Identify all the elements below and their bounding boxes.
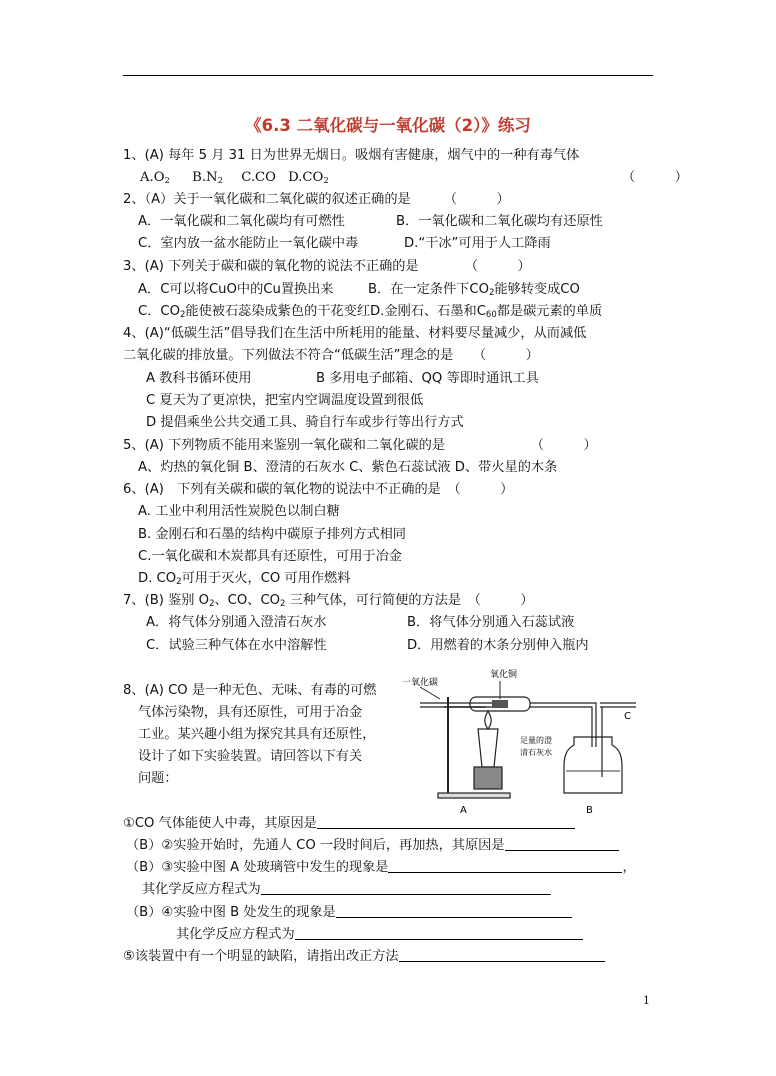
q4-stem-2: 二氧化碳的排放量。下列做法不符合“低碳生活”理念的是 （ ） — [123, 348, 539, 363]
label-co: 一氧化碳 — [402, 678, 439, 688]
page-number: 1 — [643, 994, 650, 1007]
bottle-b — [564, 737, 622, 793]
stand-base — [438, 793, 510, 798]
q8-sub-3b: 其化学反应方程式为 — [142, 881, 551, 899]
copper-oxide — [492, 700, 508, 708]
q4-stem-1: 4、(A)“低碳生活”倡导我们在生活中所耗用的能量、材料要尽量减少，从而减低 — [123, 326, 587, 341]
q5-options: A、灼热的氧化铜 B、澄清的石灰水 C、紫色石蕊试液 D、带火星的木条 — [138, 460, 558, 475]
q6-option-a: A. 工业中利用活性炭脱色以制白糖 — [138, 504, 340, 519]
q3-option-b: B．在一定条件下CO2能够转变成CO — [368, 282, 580, 298]
answer-blank-1[interactable] — [317, 815, 575, 829]
q6-option-c: C.一氧化碳和木炭都具有还原性，可用于冶金 — [138, 549, 402, 564]
label-c: C — [624, 711, 631, 722]
answer-blank-2[interactable] — [505, 837, 619, 851]
answer-blank-7[interactable] — [399, 948, 605, 962]
page-title: 《6.3 二氧化碳与一氧化碳（2）》练习 — [245, 116, 531, 135]
q3-option-c-d: C．CO2能使被石蕊染成紫色的干花变红D.金刚石、石墨和C60都是碳元素的单质 — [138, 304, 603, 320]
label-lime-1: 足量的澄 — [520, 736, 552, 745]
q3-option-a: A．C可以将CuO中的Cu置换出来 — [138, 282, 334, 297]
label-cuo: 氧化铜 — [490, 670, 518, 680]
q8-sub-1: ①CO 气体能使人中毒，其原因是 — [123, 815, 575, 833]
label-a: A — [460, 805, 467, 816]
q7-option-d: D．用燃着的木条分别伸入瓶内 — [407, 638, 589, 653]
pointer-co — [420, 687, 440, 699]
q1-stem: 1、(A) 每年 5 月 31 日为世界无烟日。吸烟有害健康，烟气中的一种有毒气体 — [123, 148, 580, 163]
q2-option-d: D.“干冰”可用于人工降雨 — [404, 236, 551, 251]
answer-blank-5[interactable] — [336, 904, 572, 918]
q4-option-b: B 多用电子邮箱、QQ 等即时通讯工具 — [316, 371, 539, 386]
apparatus-figure — [400, 667, 640, 817]
burner-flame — [485, 711, 491, 729]
q4-option-a: A 教科书循环使用 — [146, 371, 252, 386]
q8-sub-3: （B）③实验中图 A 处玻璃管中发生的现象是 ， — [126, 860, 636, 875]
q8-sub-5: ⑤该装置中有一个明显的缺陷，请指出改正方法 — [123, 948, 605, 966]
q8-sub-4b: 其化学反应方程式为 — [176, 926, 583, 944]
label-lime-2: 清石灰水 — [520, 748, 552, 757]
answer-blank-3[interactable] — [388, 859, 622, 873]
q7-option-b: B．将气体分别通入石蕊试液 — [407, 615, 575, 630]
apparatus-drawing — [400, 667, 640, 817]
answer-blank-4[interactable] — [261, 881, 551, 895]
q4-option-c: C 夏天为了更凉快，把室内空调温度设置到很低 — [146, 393, 424, 408]
q8-sub-2: （B）②实验开始时，先通人 CO 一段时间后，再加热，其原因是 — [126, 837, 619, 855]
q6-stem: 6、(A) 下列有关碳和碳的氧化物的说法中不正确的是 （ ） — [123, 482, 514, 497]
burner-body — [478, 729, 498, 767]
q8-line-4: 设计了如下实验装置。请回答以下有关 — [138, 749, 363, 764]
label-b: B — [586, 805, 593, 816]
q1-answer-paren: （ ） — [622, 170, 688, 185]
q7-option-c: C．试验三种气体在水中溶解性 — [146, 638, 327, 653]
q8-line-1: 8、(A) CO 是一种无色、无味、有毒的可燃 — [123, 683, 377, 698]
q2-option-b: B．一氧化碳和二氧化碳均有还原性 — [396, 214, 603, 229]
q7-stem: 7、(B) 鉴别 O2、CO、CO2 三种气体，可行简便的方法是 （ ） — [123, 593, 534, 609]
q8-sub-4: （B）④实验中图 B 处发生的现象是 — [126, 904, 572, 922]
q8-line-2: 气体污染物，具有还原性，可用于冶金 — [138, 705, 363, 720]
q4-option-d: D 提倡乘坐公共交通工具、骑自行车或步行等出行方式 — [146, 415, 464, 430]
q5-stem: 5、(A) 下列物质不能用来鉴别一氧化碳和二氧化碳的是 （ ） — [123, 438, 597, 453]
q2-option-c: C．室内放一盆水能防止一氧化碳中毒 — [138, 236, 359, 251]
burner-base — [474, 767, 502, 789]
q2-stem: 2、（A）关于一氧化碳和二氧化碳的叙述正确的是 （ ） — [123, 192, 510, 207]
q6-option-b: B. 金刚石和石墨的结构中碳原子排列方式相同 — [138, 527, 406, 542]
q6-option-d: D. CO2可用于灭火，CO 可用作燃料 — [138, 571, 351, 587]
q7-option-a: A．将气体分别通入澄清石灰水 — [146, 615, 327, 630]
q8-line-3: 工业。某兴趣小组为探究其具有还原性， — [138, 727, 376, 742]
q1-options: A.O2 B.N2 C.CO D.CO2 — [140, 170, 329, 186]
q2-option-a: A．一氧化碳和二氧化碳均有可燃性 — [138, 214, 345, 229]
q3-stem: 3、(A) 下列关于碳和碳的氧化物的说法不正确的是 （ ） — [123, 259, 531, 274]
answer-blank-6[interactable] — [295, 926, 583, 940]
header-rule — [123, 75, 653, 76]
q8-line-5: 问题： — [138, 771, 178, 786]
